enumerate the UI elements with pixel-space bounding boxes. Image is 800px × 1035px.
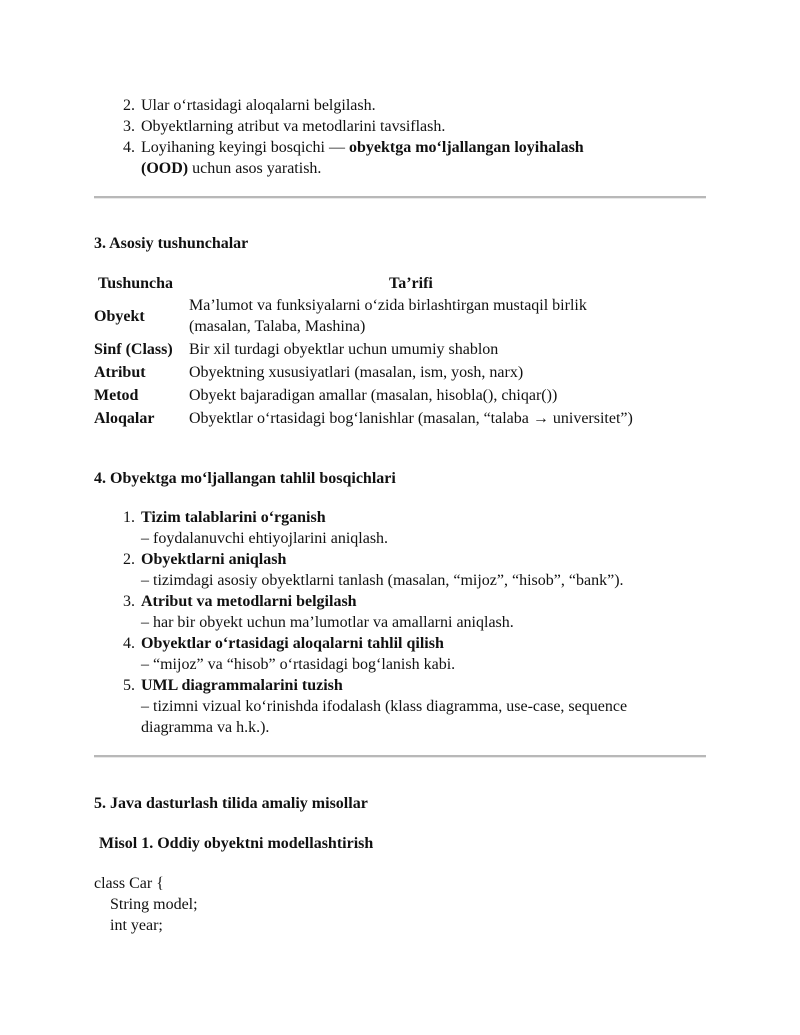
table-cell-definition xyxy=(189,294,633,338)
example-heading: Misol 1. Oddiy obyektni modellashtirish xyxy=(99,835,374,852)
analysis-steps-list xyxy=(115,507,715,737)
code-line: class Car { xyxy=(94,875,164,892)
table-row xyxy=(94,361,633,384)
code-block xyxy=(94,873,198,936)
table-row xyxy=(94,338,633,361)
list-text: Obyektlarning atribut va metodlarini tavsiflash. xyxy=(141,118,446,135)
list-number: 1. xyxy=(123,509,135,526)
list-text-plain: Loyihaning keyingi bosqichi — xyxy=(141,139,349,156)
table-cell-term: Obyekt xyxy=(94,307,145,325)
section-heading: 3. Asosiy tushunchalar xyxy=(94,235,249,252)
step-description: – “mijoz” va “hisob” o‘rtasidagi bog‘lanish kabi. xyxy=(141,656,456,673)
list-text xyxy=(141,137,584,158)
list-number: 4. xyxy=(123,139,135,156)
list-number: 4. xyxy=(123,635,135,652)
table-header-term: Tushuncha xyxy=(98,274,174,292)
table-cell-definition: Obyektning xususiyatlari (masalan, ism, yosh, narx) xyxy=(189,364,524,381)
table-cell-term: Atribut xyxy=(94,364,146,381)
list-number: 3. xyxy=(123,593,135,610)
step-title: Obyektlar o‘rtasidagi aloqalarni tahlil qilish xyxy=(141,635,444,652)
step-title: Atribut va metodlarni belgilash xyxy=(141,593,357,610)
table-header-row xyxy=(94,272,633,294)
concepts-table xyxy=(94,272,633,430)
code-line: int year; xyxy=(94,917,163,934)
list-text: Ular o‘rtasidagi aloqalarni belgilash. xyxy=(141,97,376,114)
step-title: UML diagrammalarini tuzish xyxy=(141,677,343,694)
section-heading: 5. Java dasturlash tilida amaliy misollar xyxy=(94,795,368,812)
table-cell-term: Metod xyxy=(94,387,139,404)
list-number: 3. xyxy=(123,118,135,135)
table-cell-definition: Bir xil turdagi obyektlar uchun umumiy shablon xyxy=(189,341,499,358)
table-cell-term: Aloqalar xyxy=(94,410,155,427)
top-numbered-list xyxy=(115,95,715,185)
table-cell-term: Sinf (Class) xyxy=(94,341,173,358)
table-row xyxy=(94,407,633,430)
code-line: String model; xyxy=(94,896,198,913)
step-description: – har bir obyekt uchun ma’lumotlar va amallarni aniqlash. xyxy=(141,614,514,631)
list-number: 2. xyxy=(123,551,135,568)
list-text-continued xyxy=(141,158,321,179)
list-text-bold: (OOD) xyxy=(141,160,189,177)
step-description-continued: diagramma va h.k.). xyxy=(141,719,270,736)
table-cell-definition: Obyektlar o‘rtasidagi bog‘lanishlar (masalan, “talaba → universitet”) xyxy=(189,410,633,427)
table-cell-definition: Obyekt bajaradigan amallar (masalan, hisobla(), chiqar()) xyxy=(189,387,558,404)
list-number: 2. xyxy=(123,97,135,114)
step-title: Obyektlarni aniqlash xyxy=(141,551,287,568)
step-description: – foydalanuvchi ehtiyojlarini aniqlash. xyxy=(141,530,389,547)
section-heading: 4. Obyektga mo‘ljallangan tahlil bosqichlari xyxy=(94,470,396,487)
horizontal-divider xyxy=(94,755,706,758)
step-description: – tizimdagi asosiy obyektlarni tanlash (masalan, “mijoz”, “hisob”, “bank”). xyxy=(141,572,624,589)
list-text-plain: uchun asos yaratish. xyxy=(188,160,322,177)
definition-line: Ma’lumot va funksiyalarni o‘zida birlashtirgan mustaqil birlik xyxy=(189,297,587,314)
step-description: – tizimni vizual ko‘rinishda ifodalash (klass diagramma, use-case, sequence xyxy=(141,698,628,715)
list-number: 5. xyxy=(123,677,135,694)
step-title: Tizim talablarini o‘rganish xyxy=(141,509,326,526)
table-header-definition: Ta’rifi xyxy=(388,274,433,292)
horizontal-divider xyxy=(94,196,706,199)
definition-line: (masalan, Talaba, Mashina) xyxy=(189,318,366,335)
table-row xyxy=(94,384,633,407)
list-text-bold: obyektga mo‘ljallangan loyihalash xyxy=(348,139,584,156)
table-row xyxy=(94,294,633,338)
